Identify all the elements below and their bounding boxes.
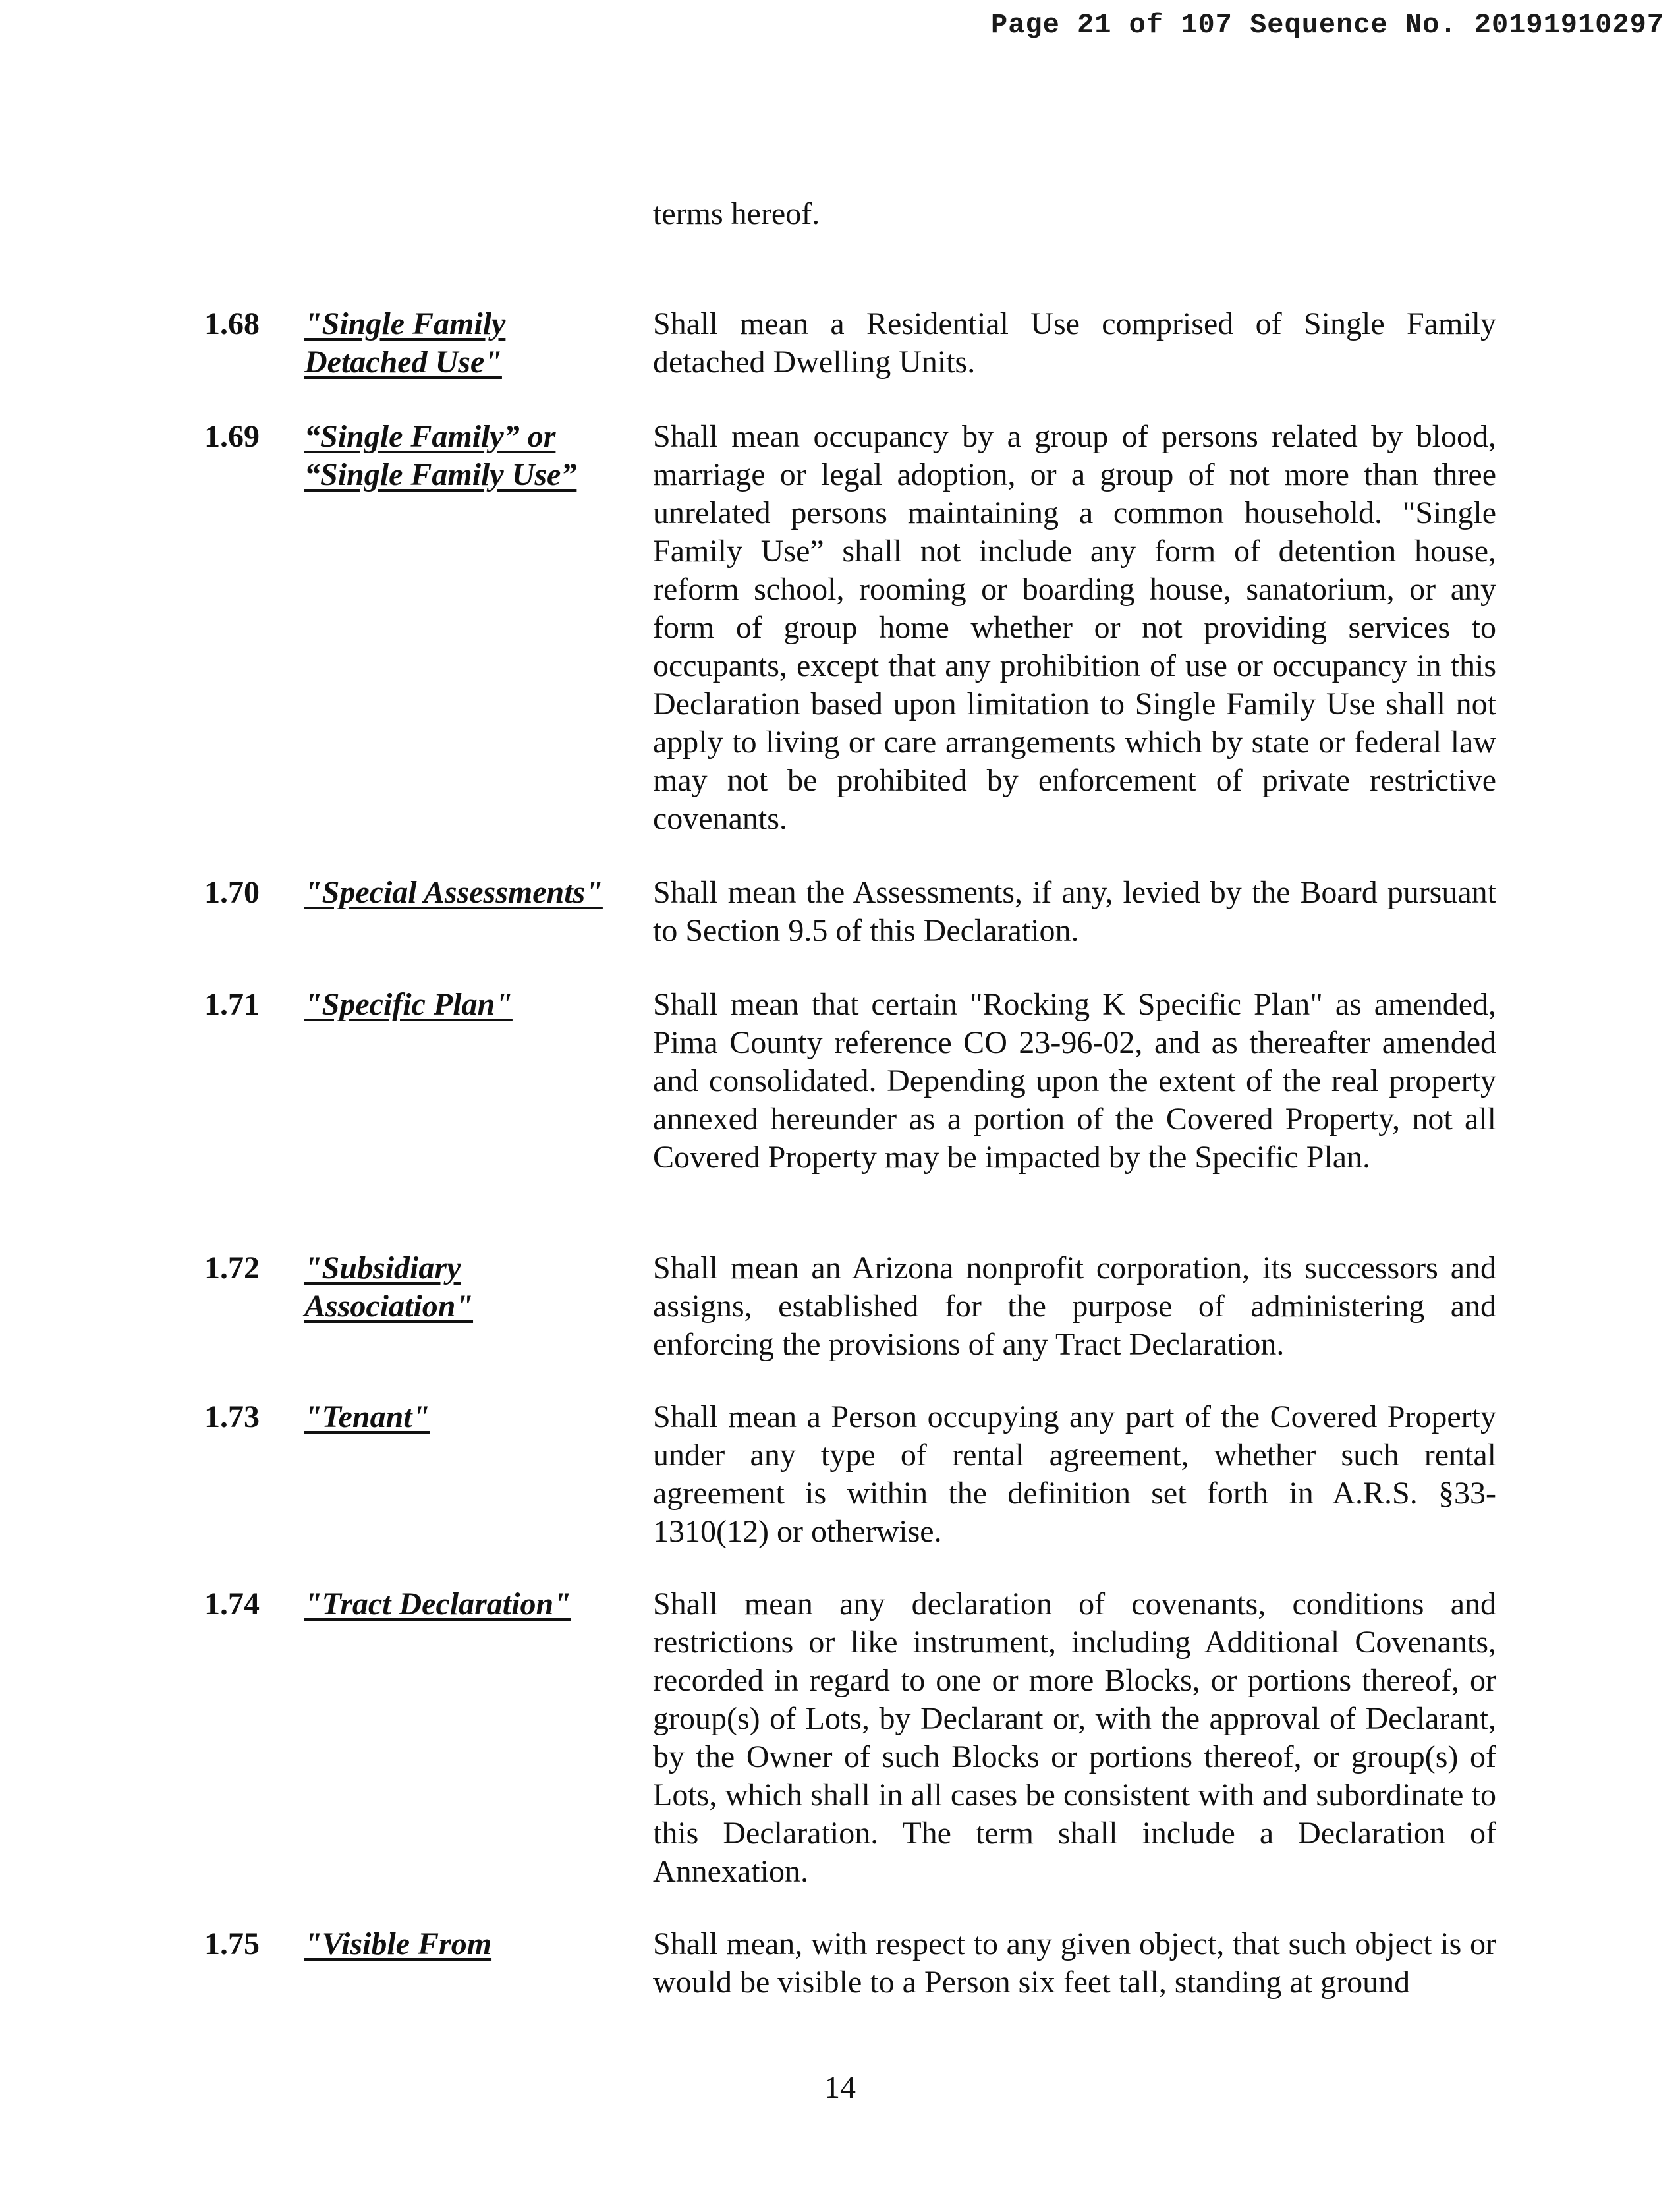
defined-term: "Single Family Detached Use" (304, 306, 506, 379)
section-number: 1.69 (204, 419, 260, 454)
section-number: 1.72 (204, 1251, 260, 1285)
definition-text: Shall mean a Person occupying any part of the Covered Property under any type of rental agreement, whether such rental agreement is within the definition set forth in A.R.S. §33-1310(12) or otherwise. (653, 1399, 1496, 1549)
section-number: 1.75 (204, 1926, 260, 1961)
page-number: 14 (824, 2070, 856, 2105)
section-number: 1.73 (204, 1399, 260, 1434)
defined-term: "Visible From (304, 1926, 492, 1961)
defined-term: "Specific Plan" (304, 987, 513, 1022)
definition-text: Shall mean any declaration of covenants, conditions and restrictions or like instrument, including Additional Covenants, recorded in regard to one or more Blocks, or portions thereof, or group(s) of Lots, by Declarant or, with the approval of Declarant, by the Owner of such Blocks or portions thereof, or group(s) of Lots, which shall in all cases be consistent with and subordinate to this Declaration. The term shall include a Declaration of Annexation. (653, 1587, 1496, 1889)
section-number: 1.71 (204, 987, 260, 1022)
defined-term: "Tract Declaration" (304, 1587, 571, 1621)
defined-term: "Subsidiary Association" (304, 1251, 474, 1324)
section-number: 1.74 (204, 1587, 260, 1621)
section-number: 1.70 (204, 875, 260, 910)
defined-term: "Special Assessments" (304, 875, 603, 910)
page-sequence-stamp: Page 21 of 107 Sequence No. 20191910297 (991, 9, 1664, 41)
definition-text: Shall mean the Assessments, if any, levied by the Board pursuant to Section 9.5 of this Declaration. (653, 875, 1496, 948)
definition-text: Shall mean that certain "Rocking K Specific Plan" as amended, Pima County reference CO 23-96-02, and as thereafter amended and consolidated. Depending upon the extent of the real property annexed hereunder as a portion of the Covered Property, not all Covered Property may be impacted by the Specific Plan. (653, 987, 1496, 1175)
definition-text: Shall mean, with respect to any given object, that such object is or would be visible to a Person six feet tall, standing at ground (653, 1926, 1496, 2000)
continuation-text: terms hereof. (653, 196, 820, 231)
definition-text: Shall mean a Residential Use comprised of Single Family detached Dwelling Units. (653, 306, 1496, 379)
definition-text: Shall mean an Arizona nonprofit corporation, its successors and assigns, established for the purpose of administering and enforcing the provisions of any Tract Declaration. (653, 1251, 1496, 1362)
defined-term: "Tenant" (304, 1399, 430, 1434)
defined-term: “Single Family” or “Single Family Use” (304, 419, 577, 492)
section-number: 1.68 (204, 306, 260, 341)
definition-text: Shall mean occupancy by a group of persons related by blood, marriage or legal adoption, or a group of not more than three unrelated persons maintaining a common household. "Single Family Use” shall not include any form of detention house, reform school, rooming or boarding house, sanatorium, or any form of group home whether or not providing services to occupants, except that any prohibition of use or occupancy in this Declaration based upon limitation to Single Family Use shall not apply to living or care arrangements which by state or federal law may not be prohibited by enforcement of private restrictive covenants. (653, 419, 1496, 836)
